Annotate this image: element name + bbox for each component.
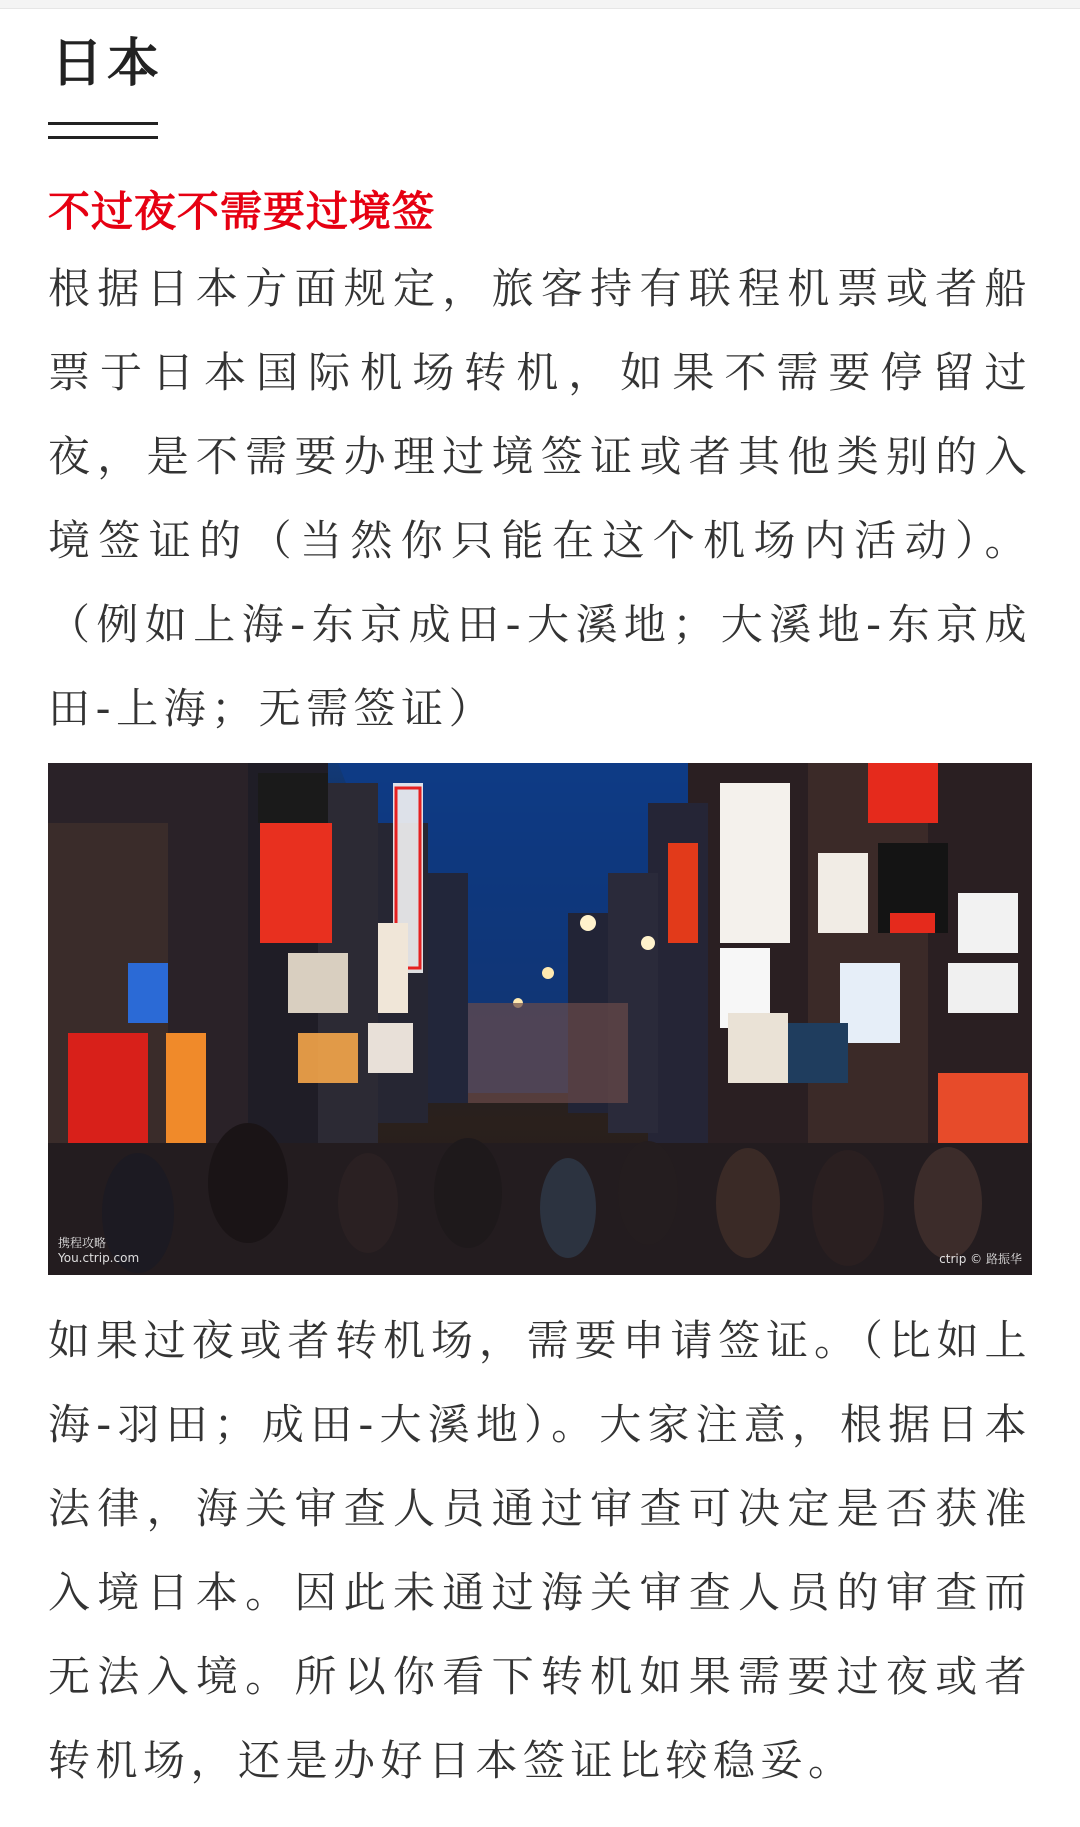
paragraph-overnight-rules: 如果过夜或者转机场，需要申请签证。（比如上海-羽田；成田-大溪地）。大家注意，根据日本法律，海关审查人员通过审查可决定是否获准入境日本。因此未通过海关审查人员的审查而无法入境。所以你看下转机如果需要过夜或者转机场，还是办好日本签证比较稳妥。 <box>48 1316 1032 1785</box>
tokyo-street-photo <box>48 763 1032 1275</box>
heading-underline <box>48 122 158 139</box>
watermark-left-text: 携程攻略 <box>58 1236 107 1250</box>
paragraph-transit-rules: 根据日本方面规定，旅客持有联程机票或者船票于日本国际机场转机，如果不需要停留过夜，是不需要办理过境签证或者其他类别的入境签证的（当然你只能在这个机场内活动）。（例如上海-东京成田-大溪地；大溪地-东京成田-上海；无需签证） <box>48 264 1032 733</box>
street-scene-illustration <box>48 763 1032 1275</box>
section-heading: 日本 <box>51 34 164 94</box>
photo-watermark-left <box>58 1234 139 1265</box>
subheading-no-overnight: 不过夜不需要过境签 <box>48 187 436 236</box>
photo-watermark-right: ctrip © 路振华 <box>939 1252 1022 1266</box>
watermark-left-subtext: You.ctrip.com <box>58 1251 140 1265</box>
top-divider <box>0 0 1080 9</box>
article <box>48 24 1032 1803</box>
